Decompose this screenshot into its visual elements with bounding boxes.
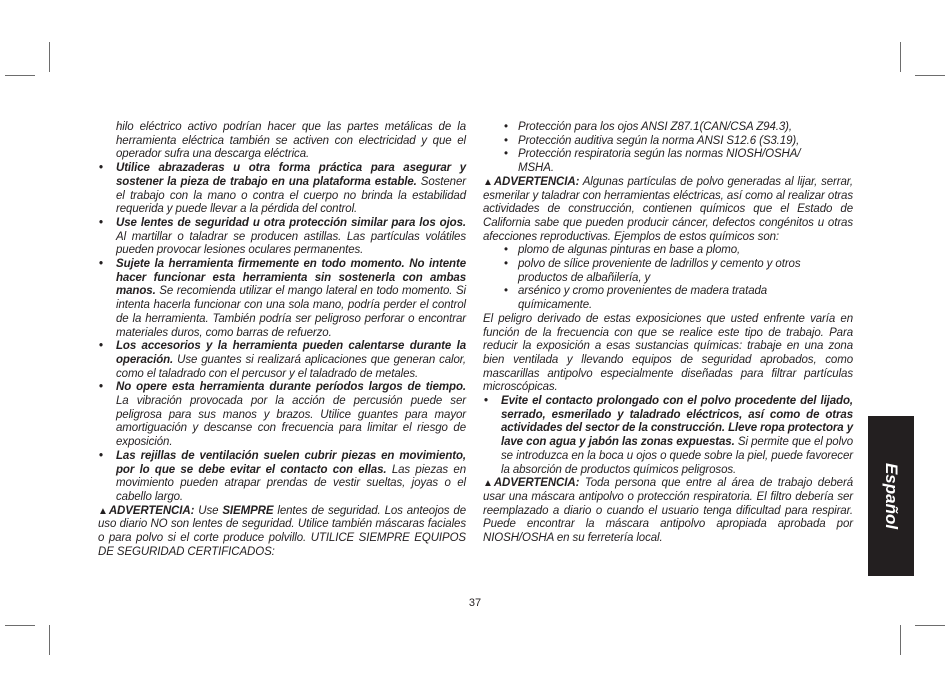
protection-item: • Protección auditiva según la norma ANSI S12.6 (S3.19), bbox=[504, 134, 800, 147]
warning-triangle-icon: ▲ bbox=[483, 176, 493, 188]
bullet-heading: No opere esta herramienta durante períodos largos de tiempo. bbox=[116, 381, 466, 394]
bullet-heading: Los accesorios y la herramienta pueden calentarse durante la operación. bbox=[116, 340, 466, 366]
language-tab-label: Español bbox=[882, 462, 901, 530]
crop-mark bbox=[49, 625, 50, 655]
warning-label: ADVERTENCIA: bbox=[108, 504, 195, 517]
bullet-item: • Sujete la herramienta firmemente en todo momento. No intente hacer funcionar esta herramienta sin sostenerla con ambas manos. Se recomienda utilizar el mango lateral en todo momento. Si intenta hacerla funcionar con una sola mano, podría perder el control de la herramienta. También podría ser peligroso perforar o encontrar materiales duros, como barras de refuerzo. bbox=[99, 258, 466, 339]
bullet-heading: Evite el contacto prolongado con el polvo procedente del lijado, serrado, esmerilado y taladrado eléctricos, así como de otras actividades del sector de la construcción. Lleve ropa protectora y lave con agua y jabón las zonas expuestas. bbox=[501, 395, 853, 449]
right-column bbox=[483, 121, 853, 546]
bullet-item: • Use lentes de seguridad u otra protección similar para los ojos. Al martillar o taladrar se producen astillas. Las partículas volátiles pueden provocar lesiones oculares permanentes. bbox=[99, 216, 466, 257]
crop-mark bbox=[5, 75, 35, 76]
bullet-item: • Los accesorios y la herramienta pueden calentarse durante la operación. Use guantes si realizará aplicaciones que generan calor, como el taladrado con el percusor y el taladrado de metales. bbox=[99, 340, 466, 380]
language-tab bbox=[868, 416, 914, 576]
crop-mark bbox=[915, 625, 945, 626]
bullet-text: Sostener el trabajo con la mano o contra el cuerpo no brinda la estabilidad requerida y puede llevar a la pérdida del control. bbox=[116, 175, 466, 216]
bullet-heading: Sujete la herramienta firmemente en todo momento. No intente hacer funcionar esta herramienta sin sostenerla con ambas manos. bbox=[116, 258, 466, 298]
chemical-text: arsénico y cromo provenientes de madera tratada químicamente. bbox=[518, 285, 768, 312]
crop-mark bbox=[49, 42, 50, 72]
warning-block bbox=[98, 505, 466, 560]
crop-mark bbox=[915, 75, 945, 76]
crop-mark bbox=[900, 625, 901, 655]
left-column bbox=[98, 121, 466, 560]
bullet-text: La vibración provocada por la acción de percusión puede ser peligrosa para sus manos y brazos. Utilice guantes para mayor amortiguación y descanse con frecuencia para limitar el riesgo de exposición. bbox=[116, 395, 466, 449]
bullet-text: Las piezas en movimiento pueden atrapar prendas de vestir sueltas, joyas o el cabello largo. bbox=[116, 463, 466, 503]
protection-text: Protección para los ojos ANSI Z87.1(CAN/CSA Z94.3), bbox=[518, 121, 792, 133]
bullet-item: • No opere esta herramienta durante períodos largos de tiempo. La vibración provocada por la acción de percusión puede ser peligrosa para sus manos y brazos. Utilice guantes para mayor amortiguación y descanse con frecuencia para limitar el riesgo de exposición. bbox=[99, 381, 466, 449]
warning-block bbox=[483, 477, 853, 546]
protection-item: • Protección respiratoria según las normas NIOSH/OSHA/ MSHA. bbox=[504, 148, 801, 175]
crop-mark bbox=[5, 625, 35, 626]
bullet-item: • Las rejillas de ventilación suelen cubrir piezas en movimiento, por lo que se debe evitar el contacto con ellas. Las piezas en movimiento pueden atrapar prendas de vestir sueltas, joyas o el cabello largo. bbox=[99, 449, 466, 503]
warning-label: ADVERTENCIA: bbox=[493, 477, 580, 490]
warning-text: Algunas partículas de polvo generadas al lijar, serrar, esmerilar y taladrar con herramientas eléctricas, así como al realizar otras actividades de construcción, contienen químicos que el Estado de California sabe que pueden producir cáncer, defectos congénitos u otras afecciones reproductivas. Ejemplos de estos químicos son: bbox=[483, 175, 853, 243]
bullet-text: Use guantes si realizará aplicaciones que generan calor, como el taladrado con el percusor y el taladrado de metales. bbox=[116, 353, 466, 380]
bullet-item: • Utilice abrazaderas u otra forma práctica para asegurar y sostener la pieza de trabajo en una plataforma estable. Sostener el trabajo con la mano o contra el cuerpo no brinda la estabilidad requerida y puede llevar a la pérdida del control. bbox=[99, 162, 466, 216]
bullet-item: • Evite el contacto prolongado con el polvo procedente del lijado, serrado, esmerilado y taladrado eléctricos, así como de otras actividades del sector de la construcción. Lleve ropa protectora y lave con agua y jabón las zonas expuestas. Si permite que el polvo se introduzca en la boca u ojos o quede sobre la piel, puede favorecer la absorción de productos químicos peligrosos. bbox=[484, 395, 853, 476]
bullet-text: Al martillar o taladrar se producen astillas. Las partículas volátiles pueden provocar lesiones oculares permanentes. bbox=[116, 230, 466, 257]
crop-mark bbox=[900, 42, 901, 72]
warning-emphasis: SIEMPRE bbox=[222, 504, 274, 517]
warning-block bbox=[483, 176, 853, 245]
bullet-heading: Utilice abrazaderas u otra forma práctica para asegurar y sostener la pieza de trabajo en una plataforma estable. bbox=[116, 162, 466, 188]
protection-text: Protección respiratoria según las normas NIOSH/OSHA/ MSHA. bbox=[518, 148, 801, 175]
protection-text: Protección auditiva según la norma ANSI S12.6 (S3.19), bbox=[518, 134, 800, 147]
bullet-heading: Las rejillas de ventilación suelen cubrir piezas en movimiento, por lo que se debe evitar el contacto con ellas. bbox=[116, 449, 466, 476]
chemical-item: • plomo de algunas pinturas en base a plomo, bbox=[504, 244, 741, 257]
warning-triangle-icon: ▲ bbox=[98, 505, 108, 517]
intro-paragraph: hilo eléctrico activo podrían hacer que las partes metálicas de la herramienta eléctrica también se activen con electricidad y que el operador sufra una descarga eléctrica. bbox=[116, 121, 466, 161]
warning-text: Toda persona que entre al área de trabajo deberá usar una máscara antipolvo o protección respiratoria. El filtro debería ser reemplazado a diario o cuando el usuario tenga dificultad para respirar. Puede encontrar la máscara antipolvo apropiada aprobada por NIOSH/OSHA en su ferretería local. bbox=[483, 477, 853, 545]
exposure-paragraph: El peligro derivado de estas exposiciones que usted enfrente varía en función de la frecuencia con que se realice este tipo de trabajo. Para reducir la exposición a esas sustancias químicas: trabaje en una zona bien ventilada y llevando equipos de seguridad aprobados, como mascarillas antipolvo especialmente diseñadas para filtrar partículas microscópicas. bbox=[483, 312, 853, 394]
bullet-text: Se recomienda utilizar el mango lateral en todo momento. Si intenta hacerla funcionar con una sola mano, podría perder el control de la herramienta. También podría ser peligroso perforar o encontrar materiales duros, como barras de refuerzo. bbox=[116, 285, 466, 339]
protection-item: • Protección para los ojos ANSI Z87.1(CAN/CSA Z94.3), bbox=[504, 121, 792, 133]
warning-label: ADVERTENCIA: bbox=[493, 175, 580, 188]
chemical-item: • polvo de sílice proveniente de ladrillos y cemento y otros productos de albañilería, y bbox=[504, 258, 801, 284]
bullet-heading: Use lentes de seguridad u otra protección similar para los ojos. bbox=[116, 216, 466, 229]
page-number: 37 bbox=[468, 597, 482, 609]
chemical-item: • arsénico y cromo provenientes de madera tratada químicamente. bbox=[504, 285, 768, 312]
chemical-text: plomo de algunas pinturas en base a plomo, bbox=[518, 244, 741, 257]
chemical-text: polvo de sílice proveniente de ladrillos y cemento y otros productos de albañilería, y bbox=[518, 258, 801, 284]
warning-triangle-icon: ▲ bbox=[483, 478, 493, 490]
warning-text: Use bbox=[198, 504, 219, 517]
warning-text: lentes de seguridad. Los anteojos de uso diario NO son lentes de seguridad. Utilice también máscaras faciales o para polvo si el corte produce polvillo. UTILICE SIEMPRE EQUIPOS DE SEGURIDAD CERTIFICADOS: bbox=[98, 504, 466, 558]
bullet-text: Si permite que el polvo se introduzca en la boca u ojos o quede sobre la piel, puede favorecer la absorción de productos químicos peligrosos. bbox=[501, 436, 853, 476]
